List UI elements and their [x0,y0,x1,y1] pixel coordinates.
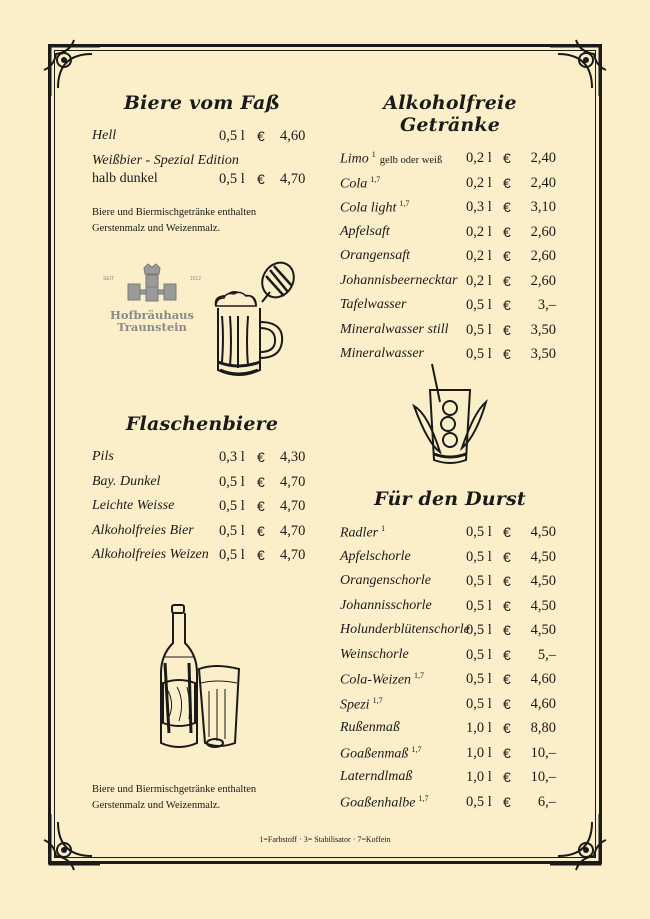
euro-sign: € [503,346,511,362]
beer-stein-illustration [204,258,304,388]
item-name: Johannisbeernecktar [340,272,458,288]
item-name: Johannisschorle [340,597,432,613]
item-volume: 0,5 l [466,597,492,614]
menu-item [340,150,560,175]
item-name: Cola light $^{1,7}$ [340,199,410,216]
item-price: 3,10 [530,199,556,215]
item-price: 2,60 [530,248,556,264]
item-price: 2,60 [530,272,556,289]
item-name: Pils [92,449,114,464]
menu-item [92,171,312,196]
logo-line1: Hofbräuhaus [109,308,195,322]
euro-sign: € [503,646,511,663]
item-volume: 0,5 l [466,793,492,810]
item-volume: 0,2 l [466,174,492,191]
item-volume: 0,5 l [466,346,492,362]
item-price: 4,70 [280,498,306,514]
item-volume: 0,5 l [219,170,245,187]
footnote-ref: 1 [371,150,376,159]
item-price: 2,40 [530,174,556,191]
item-volume: 0,5 l [219,128,245,144]
item-volume: 0,5 l [466,297,492,313]
allergen-note: Biere und Biermischgetränke enthalten Gerstenmalz und Weizenmalz. [92,784,257,811]
menu-item [340,175,560,200]
item-name: Cola-Weizen $^{1,7}$ [340,671,425,688]
euro-sign: € [503,671,511,687]
menu-item [92,449,312,474]
section-biere-vom-fass [92,92,312,237]
item-price: 8,80 [530,720,556,736]
item-name: Weinschorle [340,646,409,662]
euro-sign: € [503,524,511,540]
item-price: 4,50 [530,548,556,565]
item-price: 4,70 [280,170,306,187]
crown-crest-icon [122,262,182,306]
item-name: Bay. Dunkel [92,473,161,489]
item-volume: 0,5 l [219,498,245,514]
euro-sign: € [257,128,265,144]
item-price: 3,– [537,297,556,313]
item-price: 10,– [530,744,556,761]
section-fuer-den-durst [340,488,560,818]
item-name: Radler $^1$ [340,524,386,541]
item-price: 2,60 [530,223,556,240]
footnote-ref: 1,7 [370,174,381,184]
item-price: 5,– [537,646,556,663]
item-volume: 1,0 l [466,720,492,736]
menu-item [340,524,560,549]
menu-item [92,153,312,171]
item-price: 3,50 [530,346,556,362]
section-title: Biere vom Faß [123,92,281,114]
menu-item [340,199,560,224]
euro-sign: € [503,573,511,589]
item-name: Apfelsaft [340,223,390,239]
footnote-ref: 1,7 [372,695,383,705]
item-name: Leichte Weisse [92,498,175,513]
item-volume: 0,5 l [219,522,245,539]
item-price: 4,30 [280,449,306,465]
euro-sign: € [503,248,511,264]
item-name: Tafelwasser [340,297,407,312]
menu-item [92,474,312,499]
footnote-ref: 1,7 [411,744,422,754]
menu-item [340,671,560,696]
item-name: Alkoholfreies Bier [92,522,194,538]
euro-sign: € [503,272,511,289]
menu-item [340,224,560,249]
item-volume: 0,2 l [466,223,492,240]
footnote: 1=Farbstoff · 3= Stabilisator · 7=Koffein [259,835,391,844]
item-name: Laterndlmaß [340,769,413,784]
menu-item [92,498,312,523]
euro-sign: € [503,150,511,166]
euro-sign: € [257,522,265,539]
item-name: Limo $^1$gelb oder weiß [340,150,443,167]
item-volume: 0,5 l [466,695,492,712]
euro-sign: € [257,473,265,490]
item-name: Mineralwasser still [340,321,449,337]
item-name: Weißbier - Spezial Edition [92,152,239,168]
item-price: 4,50 [530,524,556,540]
item-volume: 1,0 l [466,769,492,785]
euro-sign: € [257,170,265,187]
item-volume: 0,5 l [466,573,492,589]
item-volume: 0,3 l [466,199,492,215]
item-price: 3,50 [530,321,556,338]
item-price: 4,50 [530,597,556,614]
euro-sign: € [257,547,265,563]
section-title: Alkoholfreie Getränke [383,92,517,136]
menu-item [340,647,560,672]
item-price: 4,60 [530,671,556,687]
item-name: Cola $^{1,7}$ [340,174,381,192]
euro-sign: € [257,498,265,514]
euro-sign: € [503,297,511,313]
euro-sign: € [503,720,511,736]
menu-item [340,549,560,574]
item-name: Holunderblütenschorle [340,622,470,637]
item-price: 6,– [537,793,556,810]
menu-item [340,769,560,794]
item-volume: 0,2 l [466,150,492,166]
item-price: 4,50 [530,622,556,638]
item-name: Goaßenmaß $^{1,7}$ [340,744,422,762]
item-name: Orangensaft [340,248,410,263]
euro-sign: € [503,223,511,240]
menu-item [340,745,560,770]
item-volume: 0,5 l [219,473,245,490]
euro-sign: € [503,548,511,565]
item-volume: 1,0 l [466,744,492,761]
menu-item [340,794,560,819]
item-volume: 0,5 l [466,671,492,687]
menu-item [340,248,560,273]
menu-item [92,547,312,572]
item-name: Alkoholfreies Weizen [92,547,209,562]
item-price: 4,70 [280,547,306,563]
item-name: Mineralwasser [340,346,424,361]
hofbraeuhaus-logo: SEIT 1612 Hofbräuhaus Traunstein [103,262,201,334]
item-volume: 0,5 l [219,547,245,563]
euro-sign: € [503,622,511,638]
item-name: Hell [92,128,117,143]
item-price: 4,50 [530,573,556,589]
menu-item [92,128,312,153]
item-price: 4,70 [280,522,306,539]
euro-sign: € [503,174,511,191]
logo-line2: Traunstein [117,320,187,334]
euro-sign: € [503,597,511,614]
footnote-ref: 1 [381,524,386,533]
item-volume: 0,3 l [219,449,245,465]
item-price: 4,60 [280,128,306,144]
menu-item [340,322,560,347]
item-note: gelb oder weiß [379,154,443,166]
item-volume: 0,5 l [466,622,492,638]
menu-item [340,598,560,623]
allergen-note: Biere und Biermischgetränke enthalten Gerstenmalz und Weizenmalz. [92,207,257,234]
section-title: Flaschenbiere [125,413,279,435]
footnote-ref: 1,7 [418,793,429,803]
item-name: Rußenmaß [340,720,400,735]
menu-item [340,622,560,647]
item-volume: 0,2 l [466,248,492,264]
item-volume: 0,5 l [466,321,492,338]
euro-sign: € [503,695,511,712]
euro-sign: € [503,321,511,338]
euro-sign: € [257,449,265,465]
euro-sign: € [503,769,511,785]
section-flaschenbiere [92,413,312,572]
item-price: 4,60 [530,695,556,712]
footnote-ref: 1,7 [399,199,410,208]
item-volume: 0,2 l [466,272,492,289]
footnote-ref: 1,7 [414,671,425,680]
item-volume: 0,5 l [466,524,492,540]
euro-sign: € [503,744,511,761]
item-volume: 0,5 l [466,646,492,663]
section-title: Für den Durst [374,488,526,510]
item-volume: 0,5 l [466,548,492,565]
item-name: Goaßenhalbe $^{1,7}$ [340,793,429,811]
item-name: halb dunkel [92,170,158,186]
menu-item [340,696,560,721]
menu-item [340,573,560,598]
euro-sign: € [503,199,511,215]
beer-bottle-glass-illustration [155,603,255,753]
item-name: Apfelschorle [340,548,411,564]
item-price: 10,– [530,769,556,785]
section-alkoholfreie-getraenke [340,92,560,371]
item-price: 2,40 [530,150,556,166]
menu-item [340,273,560,298]
menu-item [92,523,312,548]
item-price: 4,70 [280,473,306,490]
item-name: Spezi $^{1,7}$ [340,695,383,713]
spritzer-glass-illustration [410,362,490,466]
item-name: Orangenschorle [340,573,431,588]
menu-item [340,720,560,745]
menu-item [340,297,560,322]
euro-sign: € [503,793,511,810]
